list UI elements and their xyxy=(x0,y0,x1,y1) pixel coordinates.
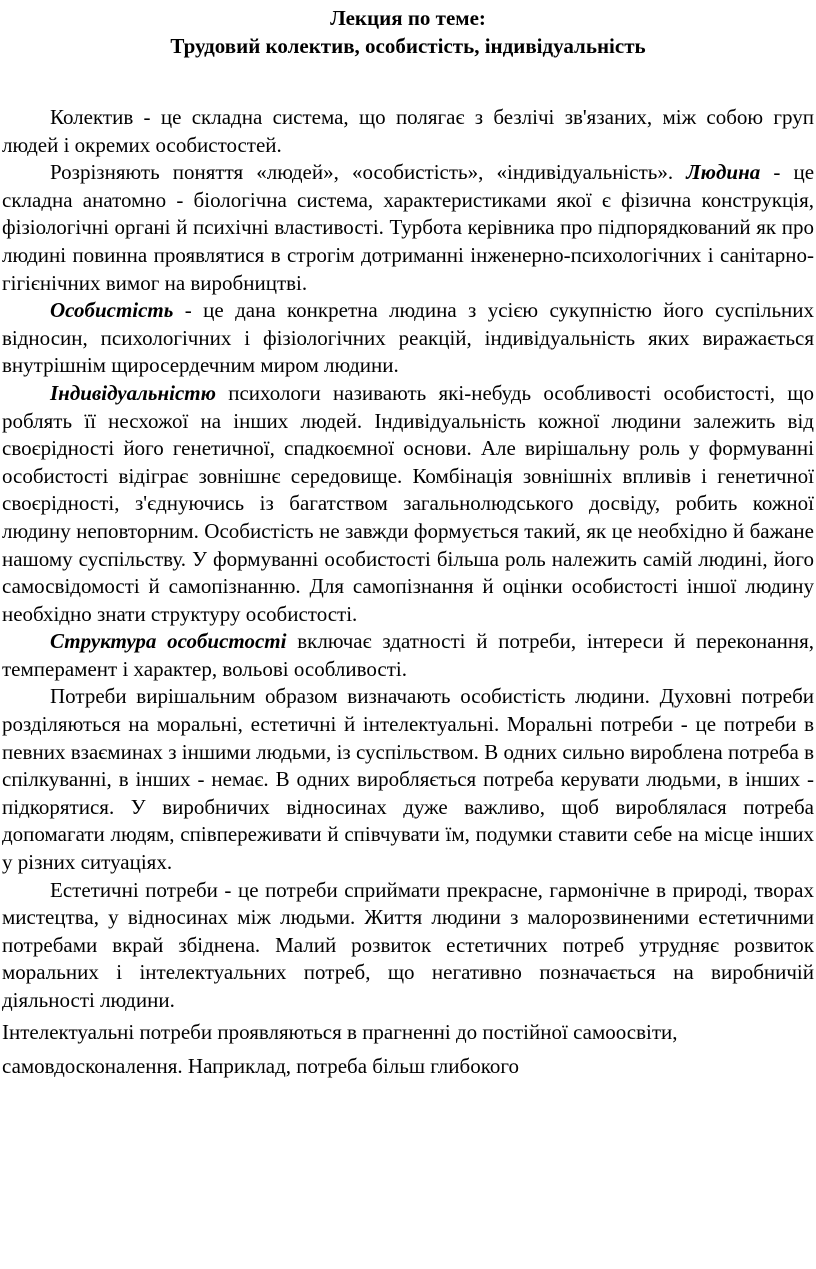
term-individuality: Індивідуальністю xyxy=(50,380,216,405)
paragraph-text: Естетичні потреби - це потреби сприймати прекрасне, гармонічне в природі, творах мистецтва, у відносинах між людьми. Життя людини з малорозвиненими естетичними потребами вкрай збіднена. Малий розвиток естетичних потреб утрудняє розвиток моральних і інтелектуальних потреб, що негативно позначається на виробничій діяльності людини. xyxy=(2,877,814,1012)
paragraph-aesthetic-needs xyxy=(2,877,814,1015)
paragraph-text: - це складна анатомно - біологічна система, характеристиками якої є фізична конструкція, фізіологічні органі й психічні властивості. Турбота керівника про підпорядкований як про людині повинна проявлятися в строгім дотриманні інженерно-психологічних і санітарно-гігієнічних вимог на виробництві. xyxy=(2,160,815,295)
paragraph-lead: Розрізняють поняття «людей», «особистість», «індивідуальність». xyxy=(50,160,674,185)
intellectual-line-1: Інтелектуальні потреби проявляються в прагненні до постійної самоосвіти, xyxy=(2,1019,678,1044)
term-person: Людина xyxy=(686,160,761,185)
paragraph-text: Колектив - це складна система, що полягає з безлічі зв'язаних, між собою груп людей і окремих особистостей. xyxy=(2,105,814,157)
title-spacer xyxy=(2,60,814,104)
intellectual-line-2: самовдосконалення. Наприклад, потреба більш глибокого xyxy=(2,1053,519,1078)
title-line-1: Лекция по теме: xyxy=(330,6,486,30)
paragraph-text: - це дана конкретна людина з усією сукупністю його суспільних відносин, психологічних і фізіологічних реакцій, індивідуальність яких виражається внутрішнім щиросердечним миром людини. xyxy=(2,298,814,378)
document-title xyxy=(2,4,814,60)
paragraph-text: Потреби вирішальним образом визначають особистість людини. Духовні потреби розділяються на моральні, естетичні й інтелектуальні. Моральні потреби - це потреби в певних взаєминах з іншими людьми, із суспільством. В одних сильно вироблена потреба в спілкуванні, в інших - немає. В одних виробляється потреба керувати людьми, в інших - підкорятися. У виробничих відносинах дуже важливо, щоб вироблялася потреба допомагати людям, співпереживати й співчувати їм, подумки ставити себе на місце інших у різних ситуаціях. xyxy=(2,684,814,875)
paragraph-text: психологи називають які-небудь особливості особистості, що роблять її несхожої на інших людей. Індивідуальність кожної людини залежить від своєрідності його генетичної, спадкоємної основи. Але вирішальну роль у формуванні особистості відіграє зовнішнє середовище. Комбінація зовнішніх впливів і генетичної своєрідності, з'єднуючись із багатством загальнолюдського досвіду, робить кожної людину неповторним. Особистість не завжди формується такий, як це необхідно й бажане нашому суспільству. У формуванні особистості більша роль належить самій людині, його самосвідомості й самопізнанню. Для самопізнання й оцінки особистості іншої людину необхідно знати структуру особистості. xyxy=(2,380,814,626)
paragraph-text: включає здатності й потреби, інтереси й переконання, темперамент і характер, вольові особливості. xyxy=(2,629,814,681)
term-personality: Особистість xyxy=(50,298,174,323)
paragraph-needs xyxy=(2,683,814,876)
paragraph-structure xyxy=(2,628,814,683)
paragraph-person xyxy=(2,159,814,297)
paragraph-intellectual-needs xyxy=(2,1015,814,1083)
title-line-2: Трудовий колектив, особистість, індивідуальність xyxy=(170,34,646,58)
paragraph-personality xyxy=(2,297,814,380)
term-structure: Структура особистості xyxy=(50,629,287,654)
paragraph-individuality xyxy=(2,380,814,628)
paragraph-collective xyxy=(2,104,814,159)
